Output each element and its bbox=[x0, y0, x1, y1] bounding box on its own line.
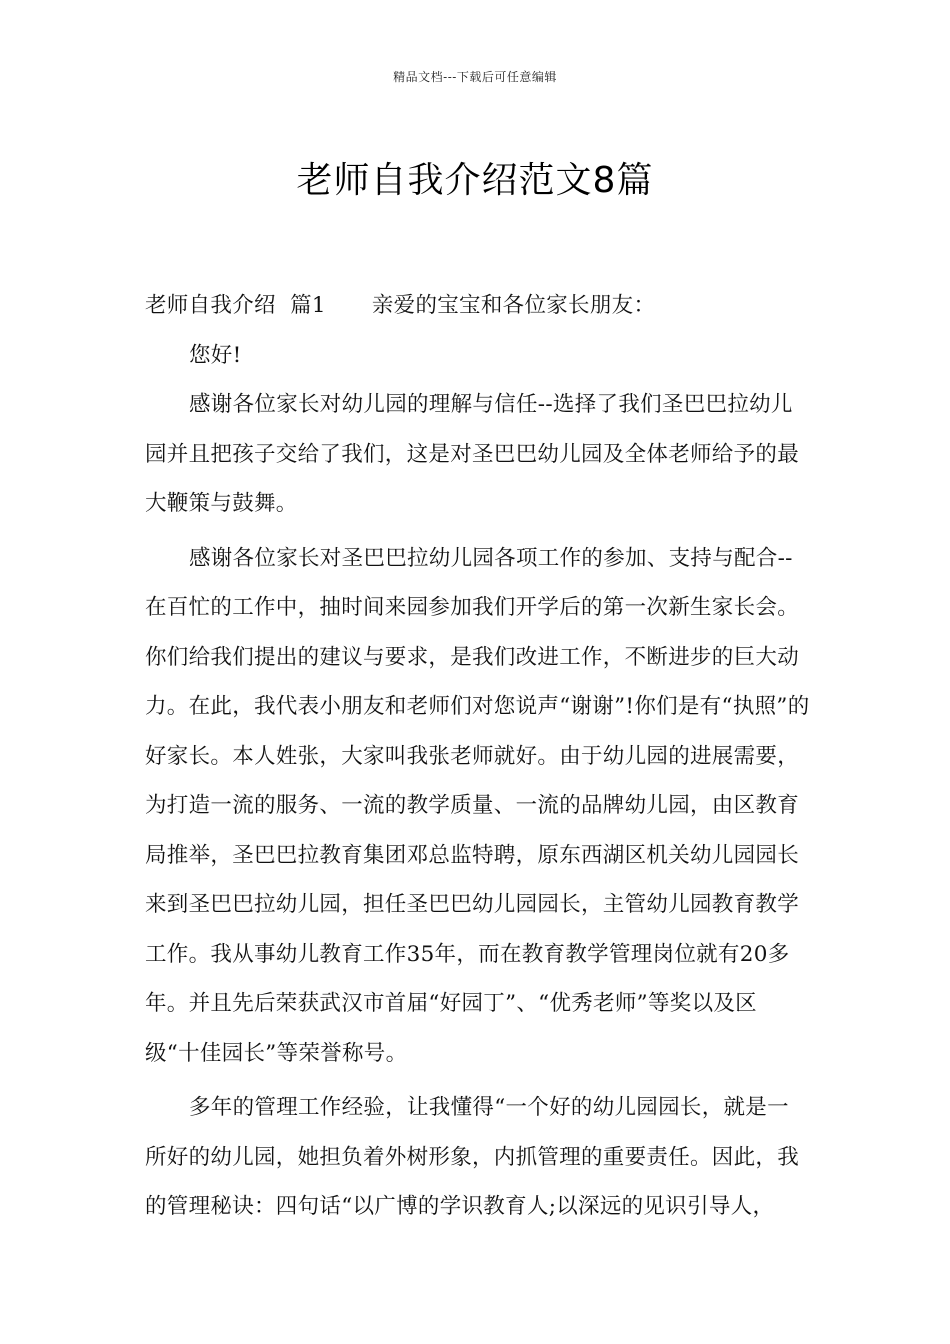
page-title: 老师自我介绍范文8篇 bbox=[296, 160, 654, 202]
intro-line bbox=[145, 281, 810, 331]
paragraph: 多年的管理工作经验，让我懂得“一个好的幼儿园园长，就是一所好的幼儿园，她担负着外树形象，内抓管理的重要责任。因此，我的管理秘诀：四句话“以广博的学识教育人;以深远的见识引导人， bbox=[145, 1095, 800, 1219]
salutation: 亲爱的宝宝和各位家长朋友： bbox=[371, 293, 656, 318]
document-body bbox=[145, 281, 810, 1232]
greeting: 您好! bbox=[189, 342, 242, 368]
paragraph: 感谢各位家长对圣巴巴拉幼儿园各项工作的参加、支持与配合--在百忙的工作中，抽时间来园参加我们开学后的第一次新生家长会。你们给我们提出的建议与要求，是我们改进工作，不断进步的巨大动力。在此，我代表小朋友和老师们对您说声“谢谢”!你们是有“执照”的好家长。本人姓张，大家叫我张老师就好。由于幼儿园的进展需要，为打造一流的服务、一流的教学质量、一流的品牌幼儿园，由区教育局推举，圣巴巴拉教育集团邓总监特聘，原东西湖区机关幼儿园园长来到圣巴巴拉幼儿园，担任圣巴巴幼儿园园长，主管幼儿园教育教学工作。我从事幼儿教育工作35年，而在教育教学管理岗位就有20多年。并且先后荣获武汉市首届“好园丁”、“优秀老师”等奖以及区级“十佳园长”等荣誉称号。 bbox=[145, 545, 810, 1066]
header-note: 精品文档---下载后可任意编辑 bbox=[393, 70, 557, 84]
section-label: 老师自我介绍 篇1 bbox=[145, 293, 326, 318]
paragraph: 感谢各位家长对幼儿园的理解与信任--选择了我们圣巴巴拉幼儿园并且把孩子交给了我们，这是对圣巴巴幼儿园及全体老师给予的最大鞭策与鼓舞。 bbox=[145, 392, 800, 516]
